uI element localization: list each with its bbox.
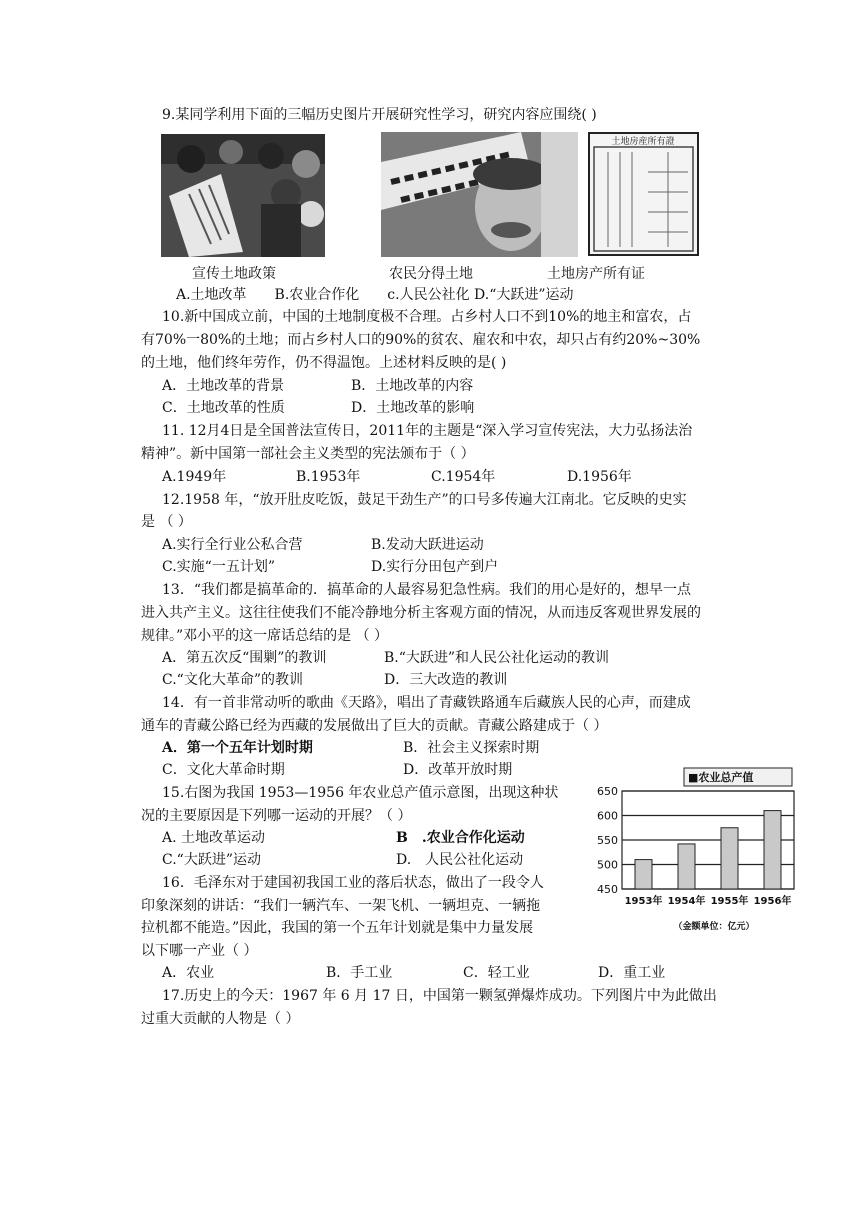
q13-option-d: D．三大改造的教训 xyxy=(384,672,508,688)
q13-line-1: 13．“我们都是搞革命的．搞革命的人最容易犯急性病。我们的用心是好的，想早一点 xyxy=(162,582,691,598)
q12-option-b: B.发动大跃进运动 xyxy=(371,537,484,553)
chart-bar xyxy=(721,828,738,889)
q15-option-b: B .农业合作化运动 xyxy=(396,830,525,846)
chart-bar xyxy=(678,844,695,889)
land-deed-photo xyxy=(588,132,699,256)
crowd-reading-image xyxy=(161,134,325,257)
chart-y-tick-label: 600 xyxy=(597,809,618,823)
q10-option-c: C．土地改革的性质 xyxy=(162,400,285,416)
q13-line-2: 进入共产主义。这往往使我们不能冷静地分析主客观方面的情况，从而违反客观世界发展的 xyxy=(141,605,701,621)
chart-unit-note: （金额单位：亿元） xyxy=(673,922,755,932)
chart-x-tick-label: 1956年 xyxy=(753,896,792,907)
q17-line-2: 过重大贡献的人物是（ ） xyxy=(141,1011,300,1027)
peasant-land-photo xyxy=(381,132,578,257)
q13-option-c: C.“文化大革命”的教训 xyxy=(162,672,303,688)
q12-option-d: D.实行分田包产到户 xyxy=(371,559,499,575)
q11-option-c: C.1954年 xyxy=(431,469,496,485)
q15-option-c: C.“大跃进”运动 xyxy=(162,852,261,868)
q9-options: A.土地改革 B.农业合作化 c.人民公社化 D.“大跃进”运动 xyxy=(176,287,574,303)
q10-option-d: D．土地改革的影响 xyxy=(351,400,475,416)
q14-option-c: C．文化大革命时期 xyxy=(162,762,285,778)
q11-option-b: B.1953年 xyxy=(296,469,361,485)
agri-output-chart xyxy=(586,765,802,933)
q16-option-c: C．轻工业 xyxy=(463,965,530,981)
chart-x-tick-label: 1954年 xyxy=(667,896,706,907)
q12-option-a: A.实行全行业公私合营 xyxy=(162,537,303,553)
q9-stem: 9.某同学利用下面的三幅历史图片开展研究性学习，研究内容应围绕( ) xyxy=(162,107,597,123)
q13-option-b: B.“大跃进”和人民公社化运动的教训 xyxy=(384,650,610,666)
q10-option-b: B．土地改革的内容 xyxy=(351,378,474,394)
chart-title: ■农业总产值 xyxy=(688,771,754,784)
q15-line-2: 况的主要原因是下列哪一运动的开展？（ ） xyxy=(141,808,412,824)
q15-option-a: A. 土地改革运动 xyxy=(162,830,266,846)
q14-option-a: A．第一个五年计划时期 xyxy=(162,740,313,756)
q11-option-d: D.1956年 xyxy=(567,469,632,485)
chart-bar xyxy=(764,811,781,889)
q14-line-2: 通车的青藏公路已经为西藏的发展做出了巨大的贡献。青藏公路建成于（ ） xyxy=(141,718,608,734)
caption-land-policy: 宣传土地政策 xyxy=(192,266,276,282)
q11-option-a: A.1949年 xyxy=(162,469,227,485)
chart-x-tick-label: 1955年 xyxy=(710,896,749,907)
q16-line-2: 印象深刻的讲话：“我们一辆汽车、一架飞机、一辆坦克、一辆拖 xyxy=(141,898,541,914)
q12-line-2: 是 （ ） xyxy=(141,514,192,530)
q12-line-1: 12.1958 年，“放开肚皮吃饭，鼓足干劲生产”的口号多传遍大江南北。它反映的史实 xyxy=(162,492,687,508)
deed-image xyxy=(588,132,699,256)
q16-option-a: A．农业 xyxy=(162,965,215,981)
q16-option-b: B．手工业 xyxy=(326,965,393,981)
peasant-sign-image xyxy=(381,132,578,257)
caption-peasant-land: 农民分得土地 xyxy=(389,266,473,282)
q12-option-c: C.实施“一五计划” xyxy=(162,559,275,575)
chart-x-tick-label: 1953年 xyxy=(624,896,663,907)
q16-line-1: 16．毛泽东对于建国初我国工业的落后状态，做出了一段令人 xyxy=(162,875,544,891)
q14-option-b: B．社会主义探索时期 xyxy=(403,740,540,756)
chart-y-tick-label: 550 xyxy=(597,834,618,847)
chart-bar xyxy=(635,860,652,889)
q11-line-1: 11. 12月4日是全国普法宣传日，2011年的主题是“深入学习宣传宪法，大力弘扬法治 xyxy=(162,423,693,439)
q16-option-d: D．重工业 xyxy=(598,965,666,981)
q10-line-3: 的土地，他们终年劳作，仍不得温饱。上述材料反映的是( ) xyxy=(141,355,507,371)
q15-option-d: D. 人民公社化运动 xyxy=(396,852,524,868)
q13-option-a: A．第五次反“围剿”的教训 xyxy=(162,650,327,666)
q10-line-2: 有70%一80%的土地；而占乡村人口的90%的贫农、雇农和中农，却只占有约20%~30% xyxy=(141,332,701,348)
q10-line-1: 10.新中国成立前，中国的土地制度极不合理。占乡村人口不到10%的地主和富农，占 xyxy=(162,309,692,325)
deed-title: 土地房産所有證 xyxy=(611,137,675,147)
chart-y-tick-label: 450 xyxy=(597,883,618,896)
q16-line-4: 以下哪一产业（ ） xyxy=(141,943,258,959)
q11-line-2: 精神”。新中国第一部社会主义类型的宪法颁布于（ ） xyxy=(141,446,475,462)
q13-line-3: 规律。”邓小平的这一席话总结的是 （ ） xyxy=(141,628,389,644)
q16-line-3: 拉机都不能造。”因此，我国的第一个五年计划就是集中力量发展 xyxy=(141,920,534,936)
chart-y-tick-label: 650 xyxy=(597,785,618,798)
q15-line-1: 15.右图为我国 1953—1956 年农业总产值示意图，出现这种状 xyxy=(162,785,559,801)
q17-line-1: 17.历史上的今天：1967 年 6 月 17 日，中国第一颗氢弹爆炸成功。下列图片中为此做出 xyxy=(162,988,717,1004)
caption-land-deed: 土地房产所有证 xyxy=(547,266,645,282)
q14-option-d: D．改革开放时期 xyxy=(403,762,513,778)
chart-y-tick-label: 500 xyxy=(597,858,618,872)
q14-line-1: 14．有一首非常动听的歌曲《天路》，唱出了青藏铁路通车后藏族人民的心声，而建成 xyxy=(162,695,691,711)
q10-option-a: A．土地改革的背景 xyxy=(162,378,285,394)
land-policy-photo xyxy=(161,134,325,257)
